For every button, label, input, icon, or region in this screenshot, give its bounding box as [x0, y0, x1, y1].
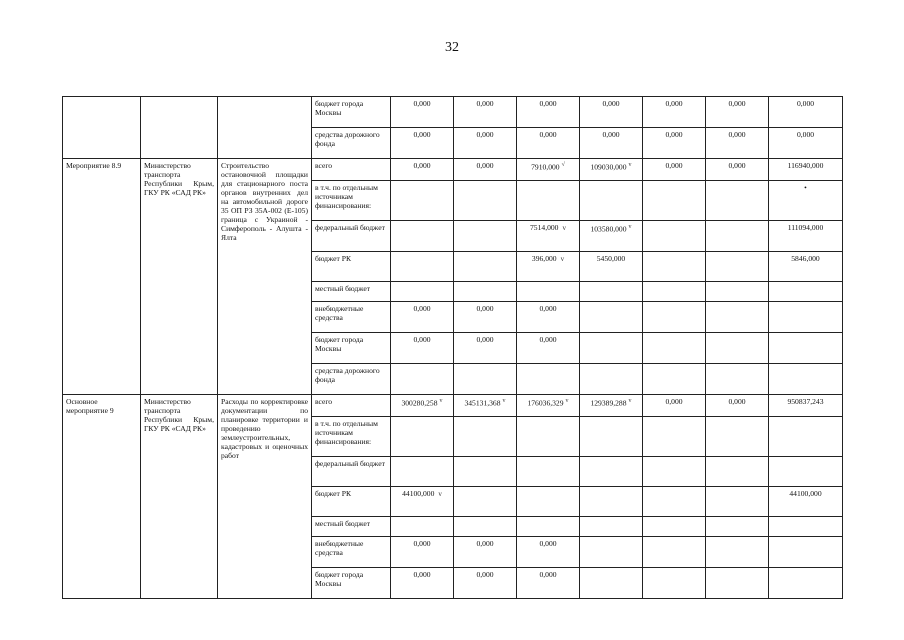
- value-cell: [706, 252, 769, 282]
- value-text: 44100,000: [402, 489, 435, 498]
- value-text: 109030,000: [590, 162, 627, 172]
- value-cell: [643, 517, 706, 537]
- value-cell: [643, 282, 706, 302]
- check-mark-icon: v: [562, 224, 566, 232]
- value-cell: [769, 417, 843, 457]
- value-cell: [454, 487, 517, 517]
- value-cell: 0,000: [391, 302, 454, 333]
- value-cell: [454, 181, 517, 221]
- value-cell: [643, 302, 706, 333]
- executor-cell: Министерство транспорта Республики Крым, ГКУ РК «САД РК»: [141, 159, 218, 395]
- value-cell: 44100,000: [769, 487, 843, 517]
- value-cell: [517, 221, 580, 252]
- value-cell: [391, 181, 454, 221]
- value-cell: [706, 487, 769, 517]
- source-cell: внебюджетные средства: [312, 537, 391, 568]
- value-cell: 0,000: [706, 159, 769, 181]
- source-cell: бюджет РК: [312, 252, 391, 282]
- value-cell: [454, 221, 517, 252]
- value-cell: [580, 282, 643, 302]
- value-cell: [517, 159, 580, 181]
- value-cell: [454, 417, 517, 457]
- value-cell: [643, 364, 706, 395]
- value-cell: [517, 517, 580, 537]
- event-cell: Основное мероприятие 9: [63, 395, 141, 599]
- value-cell: [580, 487, 643, 517]
- value-cell: 0,000: [454, 159, 517, 181]
- value-cell: [706, 302, 769, 333]
- value-cell: [391, 487, 454, 517]
- value-text: 129389,288: [590, 398, 627, 408]
- check-mark-icon: v: [628, 398, 632, 404]
- value-cell: [391, 417, 454, 457]
- value-cell: [580, 302, 643, 333]
- value-cell: [517, 282, 580, 302]
- value-cell: [643, 417, 706, 457]
- value-cell: 0,000: [643, 159, 706, 181]
- value-text: 345131,368: [464, 398, 501, 408]
- value-cell: [580, 333, 643, 364]
- value-cell: 0,000: [391, 333, 454, 364]
- source-cell: бюджет РК: [312, 487, 391, 517]
- value-cell: [643, 457, 706, 487]
- value-cell: [706, 221, 769, 252]
- value-cell: 0,000: [580, 128, 643, 159]
- value-cell: 0,000: [517, 97, 580, 128]
- source-cell: всего: [312, 395, 391, 417]
- value-cell: [643, 537, 706, 568]
- value-cell: [454, 252, 517, 282]
- value-cell: 0,000: [391, 568, 454, 599]
- value-cell: 5450,000: [580, 252, 643, 282]
- value-cell: 0,000: [391, 537, 454, 568]
- value-text: 396,000: [531, 254, 557, 263]
- table-row: [63, 97, 843, 128]
- value-cell: 0,000: [454, 568, 517, 599]
- source-cell: бюджет города Москвы: [312, 568, 391, 599]
- table-row: [63, 395, 843, 417]
- value-cell: [706, 364, 769, 395]
- value-cell: [391, 457, 454, 487]
- value-cell: [454, 282, 517, 302]
- source-cell: местный бюджет: [312, 282, 391, 302]
- value-cell: 0,000: [706, 128, 769, 159]
- value-cell: [643, 181, 706, 221]
- source-cell: всего: [312, 159, 391, 181]
- value-cell: [769, 457, 843, 487]
- check-mark-icon: v: [628, 162, 632, 168]
- value-cell: [580, 221, 643, 252]
- value-cell: [454, 364, 517, 395]
- value-cell: [391, 364, 454, 395]
- value-cell: [643, 487, 706, 517]
- value-cell: [706, 282, 769, 302]
- value-cell: [391, 395, 454, 417]
- value-text: 300280,258: [401, 398, 438, 408]
- source-cell: федеральный бюджет: [312, 457, 391, 487]
- value-cell: 0,000: [517, 568, 580, 599]
- value-cell: •: [769, 181, 843, 221]
- check-mark-icon: v: [628, 224, 632, 230]
- source-cell: в т.ч. по отдельным источникам финансирования:: [312, 181, 391, 221]
- value-cell: [391, 221, 454, 252]
- executor-cell: Министерство транспорта Республики Крым, ГКУ РК «САД РК»: [141, 395, 218, 599]
- executor-cell: [141, 97, 218, 159]
- value-cell: [517, 364, 580, 395]
- value-text: 7910,000: [531, 162, 560, 172]
- value-cell: 0,000: [643, 128, 706, 159]
- check-mark-icon: v: [438, 490, 442, 498]
- value-cell: [769, 302, 843, 333]
- value-cell: 950837,243: [769, 395, 843, 417]
- value-text: 7514,000: [530, 223, 559, 232]
- value-cell: [580, 537, 643, 568]
- value-cell: 0,000: [769, 128, 843, 159]
- value-cell: [706, 537, 769, 568]
- description-cell: [218, 97, 312, 159]
- value-cell: [643, 333, 706, 364]
- value-cell: [454, 395, 517, 417]
- source-cell: в т.ч. по отдельным источникам финансирования:: [312, 417, 391, 457]
- description-cell: Строительство остановочной площадки для стационарного поста органов внутренних дел на автомобильной дороге 35 ОП РЗ 35А-002 (Е-105) граница с Украиной - Симферополь - Алушта - Ялта: [218, 159, 312, 395]
- value-cell: [706, 333, 769, 364]
- value-cell: 111094,000: [769, 221, 843, 252]
- value-cell: [580, 364, 643, 395]
- value-cell: [517, 395, 580, 417]
- source-cell: средства дорожного фонда: [312, 364, 391, 395]
- value-cell: 0,000: [643, 97, 706, 128]
- value-cell: [643, 221, 706, 252]
- value-cell: [517, 252, 580, 282]
- value-cell: 116940,000: [769, 159, 843, 181]
- source-cell: средства дорожного фонда: [312, 128, 391, 159]
- value-cell: [580, 457, 643, 487]
- value-cell: [706, 181, 769, 221]
- check-mark-icon: v: [439, 398, 443, 404]
- value-cell: [580, 159, 643, 181]
- value-cell: [706, 457, 769, 487]
- value-cell: [580, 568, 643, 599]
- description-cell: Расходы по корректировке документации по планировке территории и проведению землеустроительных, кадастровых и оценочных работ: [218, 395, 312, 599]
- value-cell: 0,000: [391, 128, 454, 159]
- source-cell: местный бюджет: [312, 517, 391, 537]
- value-cell: 0,000: [391, 97, 454, 128]
- value-cell: [769, 333, 843, 364]
- value-cell: [517, 457, 580, 487]
- value-cell: 0,000: [454, 537, 517, 568]
- value-cell: 0,000: [769, 97, 843, 128]
- value-cell: 0,000: [454, 333, 517, 364]
- value-cell: [706, 568, 769, 599]
- check-mark-icon: v: [565, 398, 569, 404]
- value-cell: [643, 252, 706, 282]
- funding-table: [62, 96, 843, 599]
- value-cell: [769, 568, 843, 599]
- value-text: 103580,000: [590, 224, 627, 234]
- value-cell: 5846,000: [769, 252, 843, 282]
- check-mark-icon: v: [560, 255, 565, 263]
- value-cell: [643, 568, 706, 599]
- value-cell: [769, 537, 843, 568]
- value-cell: 0,000: [517, 537, 580, 568]
- value-text: 176036,329: [527, 398, 564, 408]
- value-cell: [517, 181, 580, 221]
- source-cell: федеральный бюджет: [312, 221, 391, 252]
- value-cell: [769, 364, 843, 395]
- value-cell: [454, 517, 517, 537]
- value-cell: [517, 417, 580, 457]
- event-cell: Мероприятие 8.9: [63, 159, 141, 395]
- value-cell: [454, 457, 517, 487]
- check-mark-icon: v: [502, 398, 506, 404]
- value-cell: 0,000: [454, 302, 517, 333]
- value-cell: 0,000: [454, 97, 517, 128]
- source-cell: бюджет города Москвы: [312, 333, 391, 364]
- value-cell: [517, 487, 580, 517]
- value-cell: [391, 517, 454, 537]
- value-cell: 0,000: [643, 395, 706, 417]
- value-cell: [580, 417, 643, 457]
- value-cell: 0,000: [580, 97, 643, 128]
- event-cell: [63, 97, 141, 159]
- table-row: [63, 159, 843, 181]
- source-cell: внебюджетные средства: [312, 302, 391, 333]
- value-cell: [769, 517, 843, 537]
- value-cell: 0,000: [517, 128, 580, 159]
- value-cell: [769, 282, 843, 302]
- value-cell: [391, 282, 454, 302]
- value-cell: [580, 181, 643, 221]
- value-cell: 0,000: [454, 128, 517, 159]
- value-cell: [706, 417, 769, 457]
- value-cell: 0,000: [706, 395, 769, 417]
- value-cell: 0,000: [391, 159, 454, 181]
- value-cell: 0,000: [706, 97, 769, 128]
- check-mark-icon: √: [561, 162, 565, 168]
- value-cell: [706, 517, 769, 537]
- page-number: 32: [445, 40, 459, 55]
- value-cell: [580, 395, 643, 417]
- value-cell: [391, 252, 454, 282]
- value-cell: [580, 517, 643, 537]
- source-cell: бюджет города Москвы: [312, 97, 391, 128]
- value-cell: 0,000: [517, 333, 580, 364]
- value-cell: 0,000: [517, 302, 580, 333]
